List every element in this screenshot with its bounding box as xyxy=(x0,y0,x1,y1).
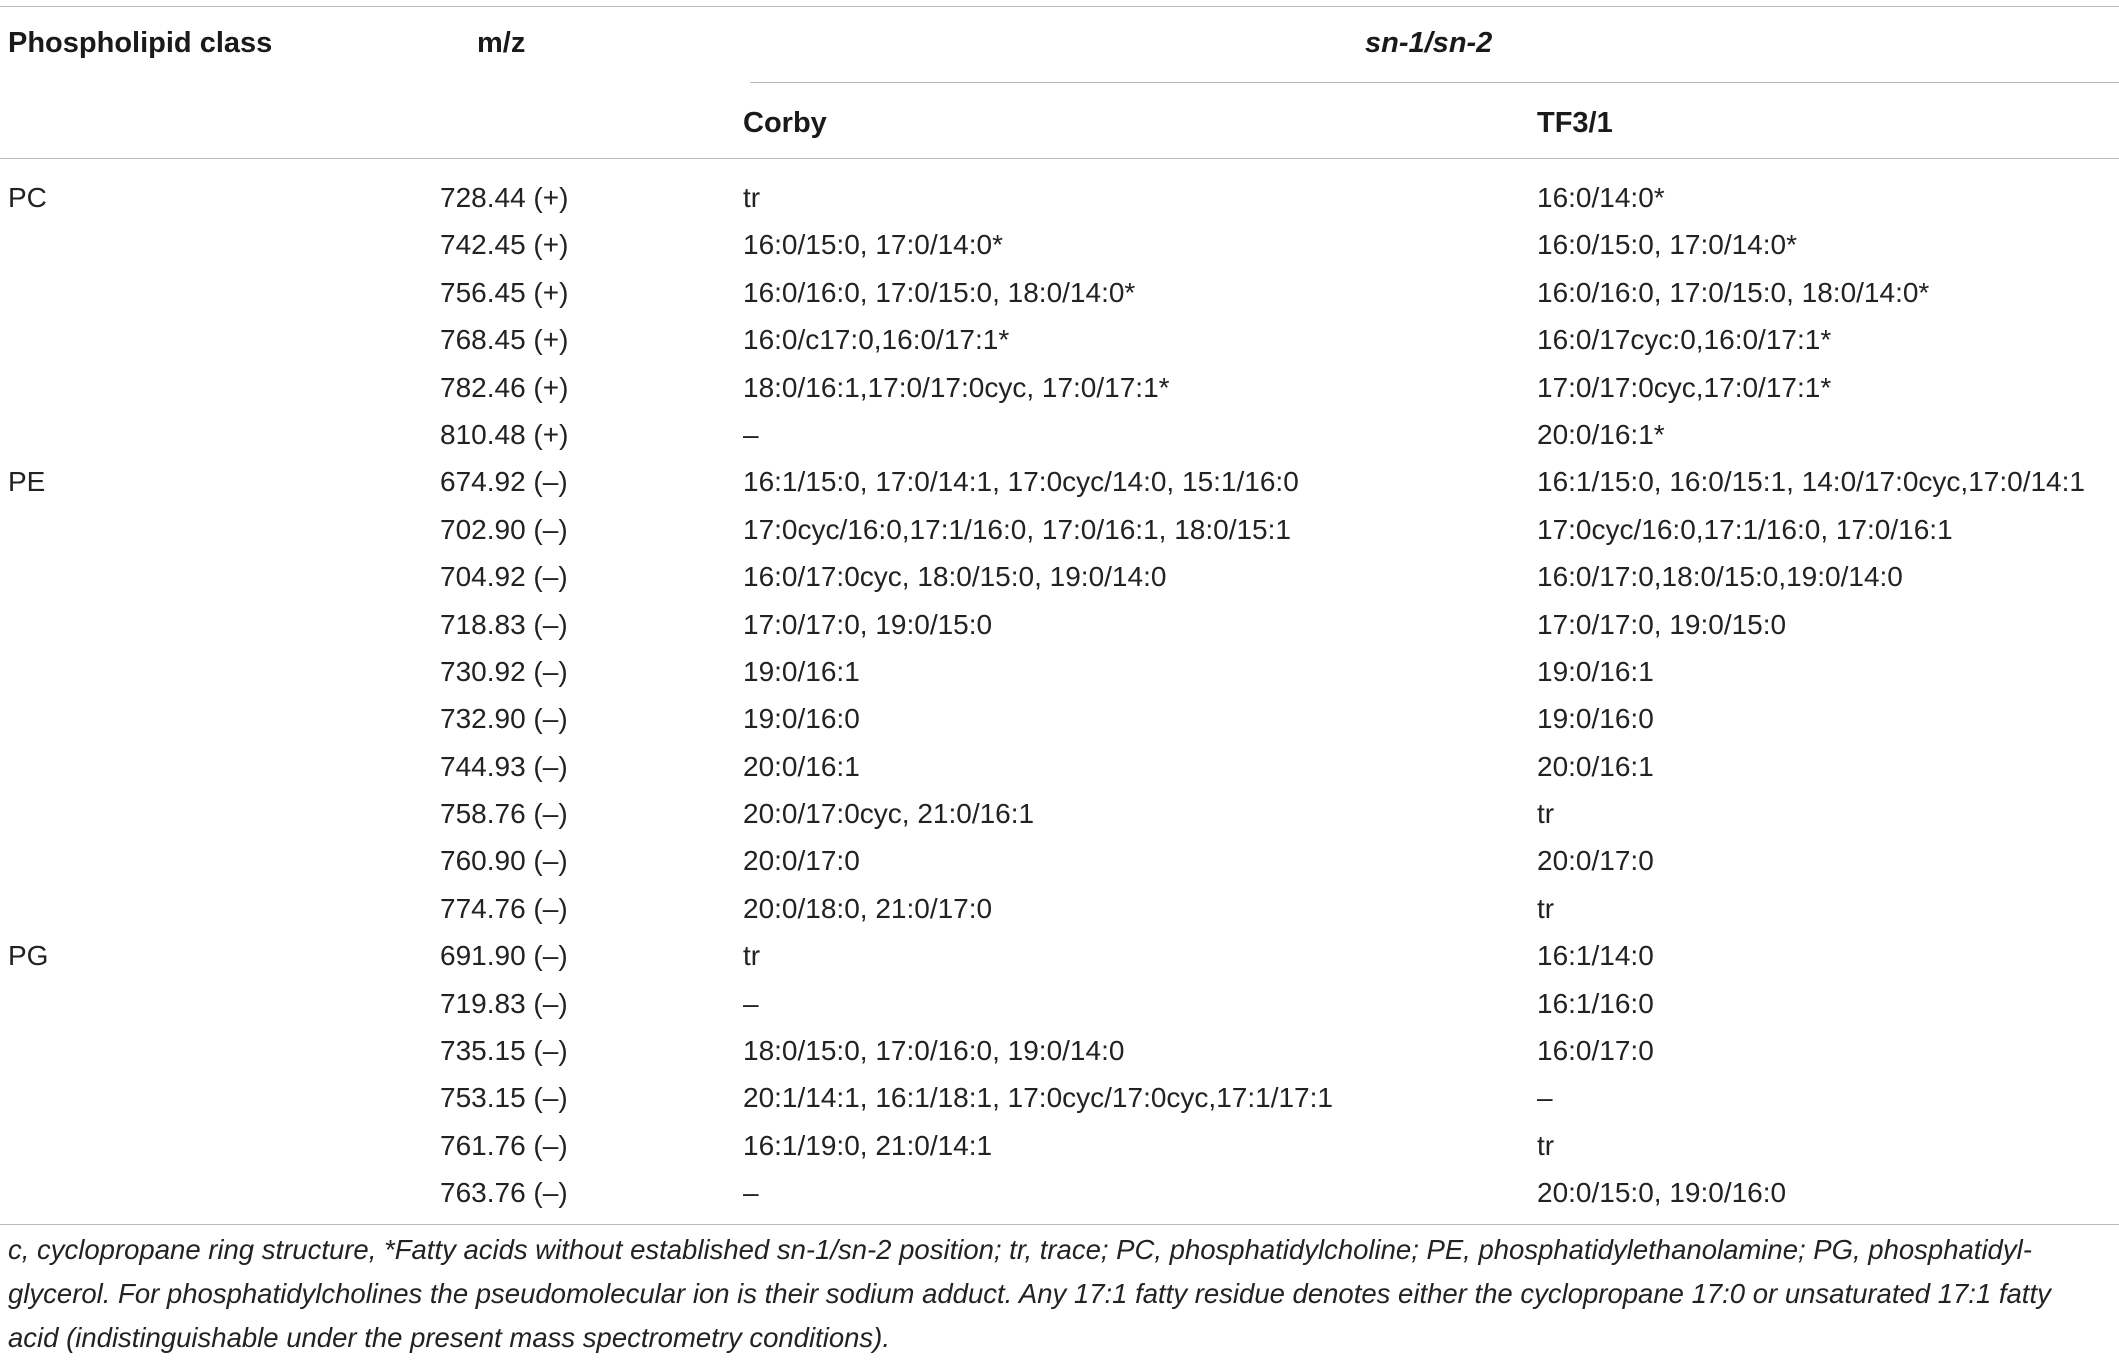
header-phospholipid-class: Phospholipid class xyxy=(8,27,273,59)
table-row xyxy=(0,982,2119,1029)
table-bottom-rule xyxy=(0,1224,2119,1225)
cell-tf3-1: 17:0cyc/16:0,17:1/16:0, 17:0/16:1 xyxy=(1537,513,1953,545)
cell-mz: 763.76 (–) xyxy=(440,1177,568,1209)
cell-corby: 20:0/18:0, 21:0/17:0 xyxy=(743,892,993,924)
cell-mz: 758.76 (–) xyxy=(440,798,568,830)
table-row xyxy=(0,1029,2119,1076)
table-row xyxy=(0,508,2119,555)
table-row xyxy=(0,697,2119,744)
cell-corby: 20:1/14:1, 16:1/18:1, 17:0cyc/17:0cyc,17:1/17:1 xyxy=(743,1082,1333,1114)
cell-tf3-1: 20:0/17:0 xyxy=(1537,845,1654,877)
cell-corby: 20:0/17:0cyc, 21:0/16:1 xyxy=(743,798,1035,830)
cell-corby: tr xyxy=(743,182,761,213)
cell-corby: 17:0/17:0, 19:0/15:0 xyxy=(743,608,993,640)
cell-tf3-1: 20:0/15:0, 19:0/16:0 xyxy=(1537,1177,1787,1209)
cell-tf3-1: 16:0/17:0,18:0/15:0,19:0/14:0 xyxy=(1537,561,1903,593)
cell-corby: 16:0/15:0, 17:0/14:0* xyxy=(743,229,1003,261)
header-group-rule xyxy=(750,82,2119,83)
cell-mz: 718.83 (–) xyxy=(440,608,568,640)
cell-tf3-1: 16:1/15:0, 16:0/15:1, 14:0/17:0cyc,17:0/14:1 xyxy=(1537,466,2085,498)
table-row xyxy=(0,366,2119,413)
cell-tf3-1: 16:0/15:0, 17:0/14:0* xyxy=(1537,229,1797,261)
cell-corby: 18:0/15:0, 17:0/16:0, 19:0/14:0 xyxy=(743,1035,1125,1067)
cell-mz: 728.44 (+) xyxy=(440,182,569,213)
cell-tf3-1: tr xyxy=(1537,892,1555,924)
cell-mz: 768.45 (+) xyxy=(440,324,569,356)
cell-tf3-1: 17:0/17:0, 19:0/15:0 xyxy=(1537,608,1787,640)
table-top-rule xyxy=(0,6,2119,7)
cell-corby: 16:0/17:0cyc, 18:0/15:0, 19:0/14:0 xyxy=(743,561,1167,593)
cell-mz: 735.15 (–) xyxy=(440,1035,568,1067)
cell-class: PC xyxy=(8,182,47,213)
cell-corby: 19:0/16:0 xyxy=(743,703,860,735)
cell-corby: – xyxy=(743,418,759,450)
cell-tf3-1: 19:0/16:0 xyxy=(1537,703,1654,735)
cell-tf3-1: 20:0/16:1* xyxy=(1537,418,1665,450)
cell-mz: 782.46 (+) xyxy=(440,371,569,403)
header-corby: Corby xyxy=(743,107,827,139)
cell-mz: 760.90 (–) xyxy=(440,845,568,877)
header-bottom-rule xyxy=(0,158,2119,159)
cell-corby: – xyxy=(743,1177,759,1209)
cell-corby: – xyxy=(743,987,759,1019)
cell-corby: 16:1/15:0, 17:0/14:1, 17:0cyc/14:0, 15:1/16:0 xyxy=(743,466,1299,498)
cell-corby: 17:0cyc/16:0,17:1/16:0, 17:0/16:1, 18:0/15:1 xyxy=(743,513,1291,545)
table-row xyxy=(0,839,2119,886)
table-row xyxy=(0,934,2119,981)
cell-tf3-1: 16:1/16:0 xyxy=(1537,987,1654,1019)
table-row xyxy=(0,745,2119,792)
cell-corby: 19:0/16:1 xyxy=(743,655,860,687)
cell-class: PE xyxy=(8,466,46,498)
table-row xyxy=(0,1076,2119,1123)
cell-mz: 730.92 (–) xyxy=(440,655,568,687)
cell-mz: 761.76 (–) xyxy=(440,1129,568,1161)
cell-corby: 16:0/c17:0,16:0/17:1* xyxy=(743,324,1010,356)
table-row xyxy=(0,603,2119,650)
table-row xyxy=(0,792,2119,839)
cell-tf3-1: 16:1/14:0 xyxy=(1537,940,1654,972)
cell-tf3-1: tr xyxy=(1537,798,1555,830)
table-row xyxy=(0,1171,2119,1218)
cell-tf3-1: 16:0/14:0* xyxy=(1537,182,1665,213)
table-row xyxy=(0,176,2119,223)
table-row xyxy=(0,460,2119,507)
cell-tf3-1: tr xyxy=(1537,1129,1555,1161)
table-body xyxy=(0,176,2119,1219)
cell-mz: 756.45 (+) xyxy=(440,276,569,308)
table-row xyxy=(0,1124,2119,1171)
cell-corby: 20:0/17:0 xyxy=(743,845,860,877)
cell-class: PG xyxy=(8,940,49,972)
cell-corby: 18:0/16:1,17:0/17:0cyc, 17:0/17:1* xyxy=(743,371,1170,403)
cell-mz: 732.90 (–) xyxy=(440,703,568,735)
cell-mz: 719.83 (–) xyxy=(440,987,568,1019)
cell-corby: tr xyxy=(743,940,761,972)
table-row xyxy=(0,413,2119,460)
cell-tf3-1: – xyxy=(1537,1082,1553,1114)
cell-mz: 702.90 (–) xyxy=(440,513,568,545)
cell-tf3-1: 16:0/17:0 xyxy=(1537,1035,1654,1067)
cell-tf3-1: 19:0/16:1 xyxy=(1537,655,1654,687)
cell-tf3-1: 17:0/17:0cyc,17:0/17:1* xyxy=(1537,371,1832,403)
cell-corby: 20:0/16:1 xyxy=(743,750,860,782)
table-row xyxy=(0,650,2119,697)
cell-corby: 16:1/19:0, 21:0/14:1 xyxy=(743,1129,993,1161)
cell-mz: 753.15 (–) xyxy=(440,1082,568,1114)
table-row xyxy=(0,555,2119,602)
table-row xyxy=(0,318,2119,365)
table-row xyxy=(0,223,2119,270)
cell-mz: 744.93 (–) xyxy=(440,750,568,782)
header-tf3-1: TF3/1 xyxy=(1537,107,1613,139)
header-mz: m/z xyxy=(477,27,526,59)
cell-mz: 810.48 (+) xyxy=(440,418,569,450)
cell-mz: 774.76 (–) xyxy=(440,892,568,924)
table-footnote: c, cyclopropane ring structure, *Fatty acids without established sn-1/sn-2 position; tr, trace; PC, phosphatidylcholine; PE, phosphatidylethanolamine; PG, phosphatidyl-glycerol. For phosphatidylcholines the pseudomolecular ion is their sodium adduct. Any 17:1 fatty residue denotes either the cyclopropane 17:0 or unsaturated 17:1 fatty acid (indistinguishable under the present mass spectrometry conditions). xyxy=(8,1234,2051,1353)
cell-mz: 674.92 (–) xyxy=(440,466,568,498)
cell-mz: 704.92 (–) xyxy=(440,561,568,593)
cell-tf3-1: 16:0/17cyc:0,16:0/17:1* xyxy=(1537,324,1832,356)
cell-mz: 691.90 (–) xyxy=(440,940,568,972)
cell-tf3-1: 16:0/16:0, 17:0/15:0, 18:0/14:0* xyxy=(1537,276,1930,308)
cell-corby: 16:0/16:0, 17:0/15:0, 18:0/14:0* xyxy=(743,276,1136,308)
cell-tf3-1: 20:0/16:1 xyxy=(1537,750,1654,782)
table-row xyxy=(0,271,2119,318)
header-sn-group: sn-1/sn-2 xyxy=(1365,27,1493,59)
cell-mz: 742.45 (+) xyxy=(440,229,569,261)
table-row xyxy=(0,887,2119,934)
